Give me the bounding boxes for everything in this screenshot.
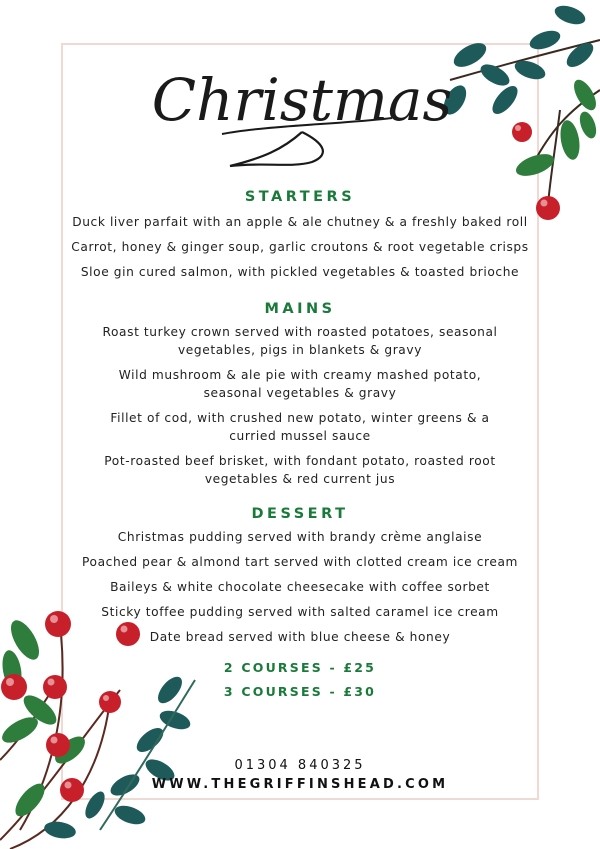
price-three-courses: 3 COURSES - £30	[223, 684, 377, 699]
dessert-item-5: Date bread served with blue cheese & honey	[149, 630, 451, 644]
dessert-item-2: Poached pear & almond tart served with clotted cream ice cream	[82, 555, 518, 569]
website-link[interactable]: WWW.THEGRIFFINSHEAD.COM	[151, 777, 449, 792]
main-item-2: Wild mushroom & ale pie with creamy mashed potato, seasonal vegetables & gravy	[118, 368, 482, 400]
dessert-item-3: Baileys & white chocolate cheesecake with coffee sorbet	[110, 580, 490, 594]
price-two-courses: 2 COURSES - £25	[223, 660, 377, 675]
main-item-4: Pot-roasted beef brisket, with fondant potato, roasted root vegetables & red current jus	[104, 454, 496, 486]
phone-number: 01304 840325	[234, 758, 366, 773]
main-item-3: Fillet of cod, with crushed new potato, winter greens & a curried mussel sauce	[110, 411, 490, 443]
main-item-1: Roast turkey crown served with roasted potatoes, seasonal vegetables, pigs in blankets & gravy	[102, 325, 498, 357]
starter-item-1: Duck liver parfait with an apple & ale chutney & a freshly baked roll	[72, 215, 528, 229]
starter-item-3: Sloe gin cured salmon, with pickled vegetables & toasted brioche	[80, 265, 520, 279]
starter-item-2: Carrot, honey & ginger soup, garlic croutons & root vegetable crisps	[71, 240, 529, 254]
starters-heading: STARTERS	[244, 189, 356, 205]
mains-heading: MAINS	[264, 301, 336, 317]
title-flourish-icon	[230, 132, 323, 166]
dessert-item-4: Sticky toffee pudding served with salted caramel ice cream	[101, 605, 499, 619]
dessert-item-1: Christmas pudding served with brandy crème anglaise	[117, 530, 483, 544]
title-heading	[151, 62, 453, 174]
dessert-heading: DESSERT	[251, 506, 349, 522]
title-text: Christmas	[151, 66, 453, 134]
